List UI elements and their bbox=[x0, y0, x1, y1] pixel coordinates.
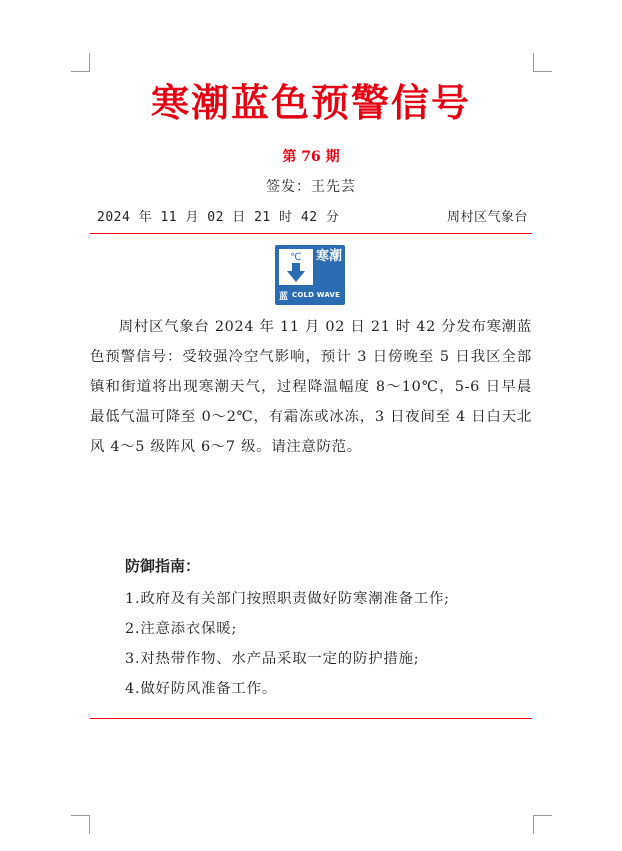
temperature-unit: ℃ bbox=[290, 252, 302, 263]
header-divider bbox=[90, 233, 532, 234]
down-arrow-icon bbox=[286, 263, 306, 283]
guide-item: 4.做好防风准备工作。 bbox=[125, 681, 278, 697]
footer-divider bbox=[90, 718, 532, 719]
issue-time: 2024 年 11 月 02 日 21 时 42 分 bbox=[97, 210, 340, 225]
cold-wave-blue-signal-icon bbox=[275, 245, 345, 305]
guide-item: 1.政府及有关部门按照职责做好防寒潮准备工作; bbox=[125, 591, 450, 607]
warning-body-paragraph: 周村区气象台 2024 年 11 月 02 日 21 时 42 分发布寒潮蓝色预警信号：受较强冷空气影响，预计 3 日傍晚至 5 日我区全部镇和街道将出现寒潮天气，过程降温幅度 8～10℃，5-6 日早晨最低气温可降至 0～2℃，有霜冻或冰冻，3 日夜间至 4 日白天北风 4～5 级阵风 6～7 级。请注意防范。 bbox=[90, 319, 532, 455]
document-title: 寒潮蓝色预警信号 bbox=[150, 80, 471, 125]
page-corner-mark-bottom-right bbox=[533, 815, 552, 834]
signal-left-panel bbox=[279, 249, 313, 285]
signal-level-character: 蓝 bbox=[279, 292, 289, 302]
issue-number: 第 76 期 bbox=[282, 149, 340, 165]
issuer: 周村区气象台 bbox=[446, 210, 528, 225]
signal-characters: 寒潮 bbox=[316, 249, 343, 264]
guide-item: 2.注意添衣保暖; bbox=[125, 621, 238, 637]
page-corner-mark-top-right bbox=[533, 53, 552, 72]
page-corner-mark-bottom-left bbox=[71, 815, 90, 834]
signer: 签发：王先芸 bbox=[266, 179, 356, 195]
page-corner-mark-top-left bbox=[71, 53, 90, 72]
signal-english-label: COLD WAVE bbox=[292, 291, 341, 299]
defense-guide-title: 防御指南： bbox=[125, 557, 201, 575]
defense-guide-list bbox=[125, 584, 450, 704]
guide-item: 3.对热带作物、水产品采取一定的防护措施; bbox=[125, 651, 420, 667]
